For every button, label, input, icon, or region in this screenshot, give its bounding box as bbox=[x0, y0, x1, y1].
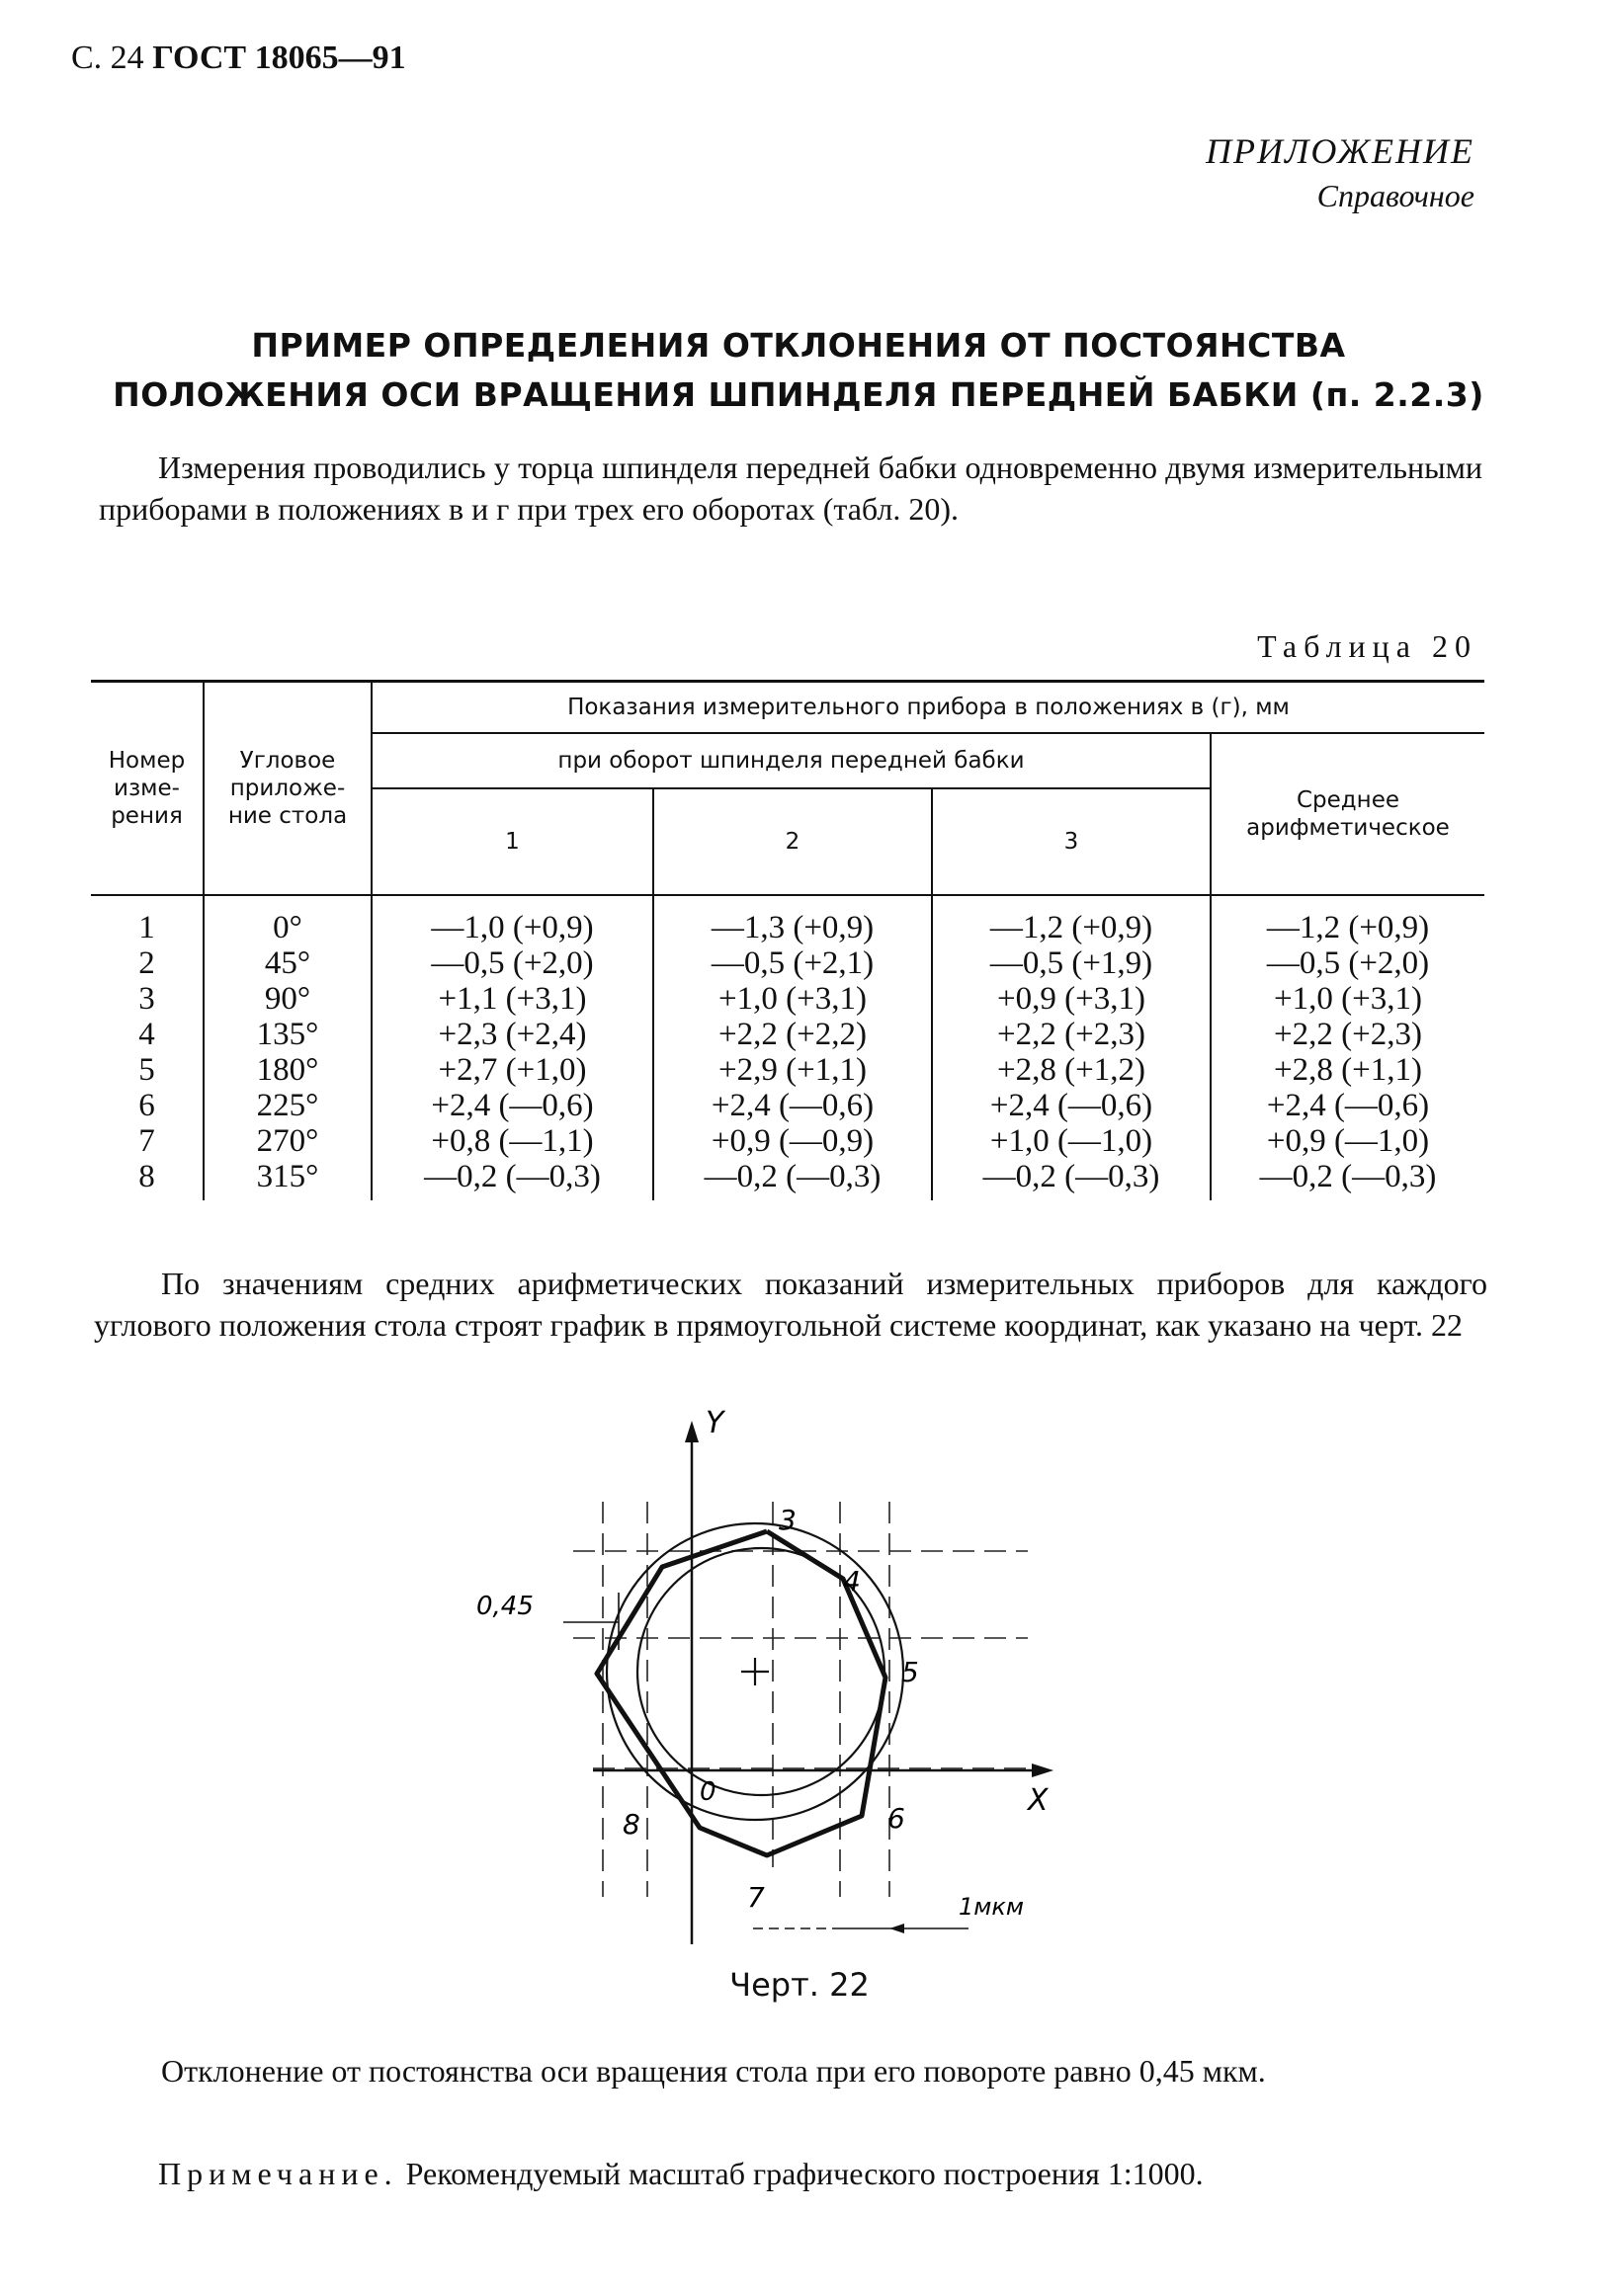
x-axis-label: X bbox=[1028, 1783, 1049, 1818]
table-cell: +1,0 (+3,1) bbox=[1274, 980, 1422, 1017]
table-cell: 4 bbox=[138, 1016, 155, 1052]
table-cell: +2,8 (+1,1) bbox=[1274, 1051, 1422, 1088]
page-header bbox=[71, 40, 406, 77]
table-cell: +2,2 (+2,2) bbox=[718, 1016, 867, 1052]
table-cell: 180° bbox=[256, 1051, 319, 1088]
column-revolution-1 bbox=[372, 895, 653, 1200]
table-cell: —0,2 (—0,3) bbox=[982, 1158, 1160, 1194]
table-cell: +2,4 (—0,6) bbox=[1266, 1087, 1430, 1123]
scale-label: 1мкм bbox=[959, 1893, 1024, 1921]
table-cell: +0,9 (—0,9) bbox=[711, 1122, 875, 1159]
title-line-1: ПРИМЕР ОПРЕДЕЛЕНИЯ ОТКЛОНЕНИЯ ОТ ПОСТОЯНСТВА bbox=[251, 326, 1346, 365]
table-cell: +2,2 (+2,3) bbox=[1274, 1016, 1422, 1052]
table-cell: +2,3 (+2,4) bbox=[438, 1016, 587, 1052]
column-number bbox=[91, 895, 204, 1200]
table-cell: 135° bbox=[256, 1016, 319, 1052]
deviation-label: 0,45 bbox=[476, 1592, 534, 1621]
scale-arrow bbox=[889, 1924, 904, 1933]
table-cell: +2,8 (+1,2) bbox=[997, 1051, 1145, 1088]
table-cell: 90° bbox=[264, 980, 311, 1017]
table-cell: —0,5 (+2,0) bbox=[431, 944, 594, 981]
table-cell: 0° bbox=[273, 909, 302, 945]
header-measurement-number: Номер изме- рения bbox=[91, 682, 204, 895]
table-caption: Таблица 20 bbox=[1257, 628, 1477, 664]
conclusion-paragraph: Отклонение от постоянства оси вращения стола при его повороте равно 0,45 мкм. bbox=[161, 2053, 1266, 2089]
header-revolution-2: 2 bbox=[653, 788, 932, 895]
note-label: Примечание. bbox=[158, 2156, 398, 2191]
note-text: Рекомендуемый масштаб графического построения 1:1000. bbox=[405, 2156, 1204, 2191]
page-title bbox=[59, 321, 1538, 420]
table-cell: 2 bbox=[138, 944, 155, 981]
table-cell: +1,1 (+3,1) bbox=[438, 980, 587, 1017]
table-cell: +1,0 (—1,0) bbox=[989, 1122, 1153, 1159]
table-cell: —0,5 (+2,0) bbox=[1266, 944, 1430, 981]
table-cell: 3 bbox=[138, 980, 155, 1017]
column-angle bbox=[204, 895, 372, 1200]
point-label-5: 5 bbox=[901, 1656, 919, 1688]
table-cell: 315° bbox=[256, 1158, 319, 1194]
y-axis-arrow bbox=[685, 1421, 699, 1442]
table-cell: +2,7 (+1,0) bbox=[438, 1051, 587, 1088]
page-number: С. 24 bbox=[71, 40, 144, 76]
point-label-8: 8 bbox=[623, 1808, 640, 1841]
point-label-7: 7 bbox=[747, 1881, 765, 1914]
table-cell: 1 bbox=[138, 909, 155, 945]
header-revolution-1: 1 bbox=[372, 788, 653, 895]
title-line-2: ПОЛОЖЕНИЯ ОСИ ВРАЩЕНИЯ ШПИНДЕЛЯ ПЕРЕДНЕЙ БАБКИ (п. 2.2.3) bbox=[113, 375, 1484, 414]
table-cell: —0,2 (—0,3) bbox=[1259, 1158, 1437, 1194]
appendix-label bbox=[1206, 130, 1474, 214]
table-cell: 225° bbox=[256, 1087, 319, 1123]
table-cell: +2,9 (+1,1) bbox=[718, 1051, 867, 1088]
header-revolution-3: 3 bbox=[932, 788, 1211, 895]
table-cell: +2,4 (—0,6) bbox=[431, 1087, 594, 1123]
appendix-title: ПРИЛОЖЕНИЕ bbox=[1206, 131, 1474, 171]
note bbox=[158, 2156, 1204, 2192]
appendix-type: Справочное bbox=[1316, 178, 1474, 213]
point-label-3: 3 bbox=[779, 1504, 797, 1536]
column-revolution-3 bbox=[932, 895, 1211, 1200]
standard-code: ГОСТ 18065—91 bbox=[152, 40, 406, 76]
column-mean bbox=[1211, 895, 1484, 1200]
construction-paragraph: По значениям средних арифметических показаний измерительных приборов для каждого углового положения стола строят график в прямоугольной системе координат, как указано на черт. 22 bbox=[94, 1266, 1487, 1343]
table-cell: —0,2 (—0,3) bbox=[704, 1158, 882, 1194]
header-mean: Среднее арифметическое bbox=[1211, 733, 1484, 895]
table-cell: —1,3 (+0,9) bbox=[711, 909, 875, 945]
origin-label: 0 bbox=[700, 1777, 716, 1807]
table-cell: 45° bbox=[264, 944, 311, 981]
header-readings: Показания измерительного прибора в положениях в (г), мм bbox=[372, 682, 1484, 733]
table-cell: 8 bbox=[138, 1158, 155, 1194]
table-cell: 5 bbox=[138, 1051, 155, 1088]
table-cell: 6 bbox=[138, 1087, 155, 1123]
table-cell: —0,5 (+1,9) bbox=[989, 944, 1153, 981]
table-cell: —1,0 (+0,9) bbox=[431, 909, 594, 945]
table-cell: —1,2 (+0,9) bbox=[989, 909, 1153, 945]
table-cell: +0,8 (—1,1) bbox=[431, 1122, 594, 1159]
table-cell: +2,4 (—0,6) bbox=[711, 1087, 875, 1123]
table-cell: +2,2 (+2,3) bbox=[997, 1016, 1145, 1052]
intro-paragraph: Измерения проводились у торца шпинделя передней бабки одновременно двумя измерительными приборами в положениях в и г при трех его оборотах (табл. 20). bbox=[99, 450, 1482, 527]
figure-22-graph bbox=[476, 1403, 1087, 1956]
table-cell: +0,9 (—1,0) bbox=[1266, 1122, 1430, 1159]
figure-caption: Черт. 22 bbox=[729, 1966, 870, 2004]
table-cell: —0,5 (+2,1) bbox=[711, 944, 875, 981]
table-cell: 270° bbox=[256, 1122, 319, 1159]
table-cell: —1,2 (+0,9) bbox=[1266, 909, 1430, 945]
header-table-angle: Угловое приложе- ние стола bbox=[204, 682, 372, 895]
table-cell: 7 bbox=[138, 1122, 155, 1159]
table-cell: —0,2 (—0,3) bbox=[424, 1158, 601, 1194]
point-label-4: 4 bbox=[843, 1565, 861, 1598]
point-label-6: 6 bbox=[887, 1802, 905, 1835]
measurement-table bbox=[91, 680, 1484, 1200]
x-axis-arrow bbox=[1032, 1763, 1053, 1777]
column-revolution-2 bbox=[653, 895, 932, 1200]
table-cell: +1,0 (+3,1) bbox=[718, 980, 867, 1017]
table-cell: +2,4 (—0,6) bbox=[989, 1087, 1153, 1123]
table-cell: +0,9 (+3,1) bbox=[997, 980, 1145, 1017]
table-body bbox=[91, 895, 1484, 1200]
header-revolution: при оборот шпинделя передней бабки bbox=[372, 733, 1211, 788]
y-axis-label: Y bbox=[706, 1406, 724, 1440]
